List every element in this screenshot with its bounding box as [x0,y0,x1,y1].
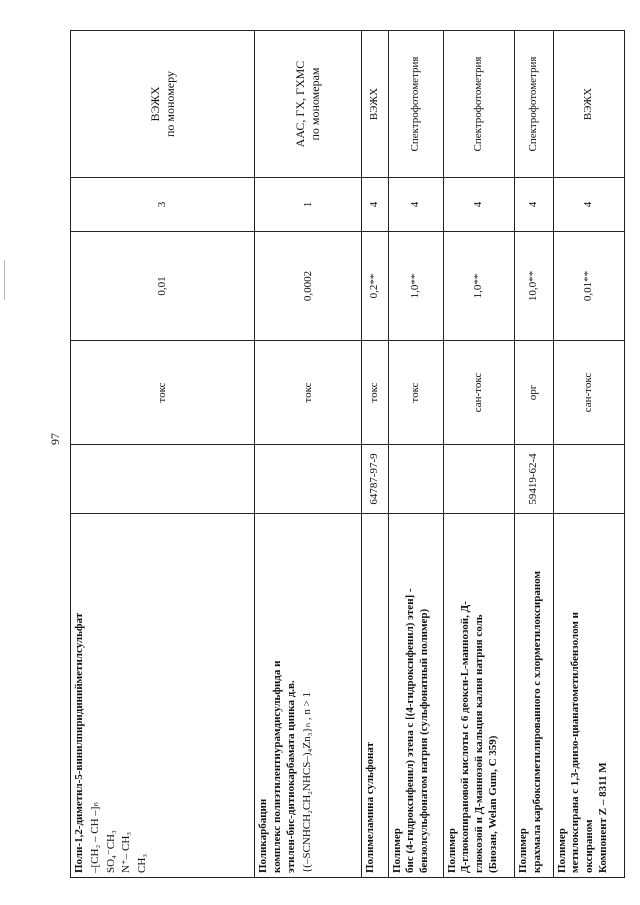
analysis-method-line: Спектрофотометрия [408,56,421,152]
substance-name-cell [553,514,624,878]
substance-name-cell [71,514,255,878]
substance-name-line: Полимер [555,828,568,873]
substance-name-line: метилоксирана с 1,3-диизо-цианатометилбензолом и [569,612,582,873]
cas-number-cell [255,445,362,514]
substance-name-cell [388,514,443,878]
table-row [514,31,553,878]
analysis-method-cell [362,31,388,178]
hazard-indicator-cell: токс [255,341,362,445]
hazard-indicator-cell: орг [514,341,553,445]
limit-value-cell: 0,01** [553,232,624,341]
substance-name-line: Полимер [390,828,403,873]
analysis-method-line: по мономерам [308,67,323,141]
hazard-class-cell: 4 [388,178,443,232]
scan-artifact [4,260,5,300]
analysis-method-cell [514,31,553,178]
hazard-class-cell: 4 [443,178,514,232]
table-row [362,31,388,878]
substance-name-line: крахмала карбоксиметилированного с хлорметилоксираном [530,571,543,873]
table-row [553,31,624,878]
analysis-method-cell [553,31,624,178]
substance-name-cell [255,514,362,878]
substance-name-line: Полимер [516,828,529,873]
hazard-indicator-cell: токс [388,341,443,445]
substance-name-cell [514,514,553,878]
substance-name-line: этилен-бис-дитиокарбамата цинка д.в. [284,680,297,873]
hazard-indicator-cell: сан-токс [553,341,624,445]
analysis-method-line: ААС, ГХ, ГХМС [293,60,308,148]
cas-number-cell [388,445,443,514]
rotated-table-wrapper [70,30,625,878]
limit-value-cell: 0,01 [71,232,255,341]
hazard-indicator-cell: сан-токс [443,341,514,445]
cas-number-cell [443,445,514,514]
substance-name-line: бензолсульфонатом натрия (сульфонатный полимер) [418,608,431,873]
analysis-method-line: Спектрофотометрия [526,56,539,152]
limit-value-cell: 1,0** [388,232,443,341]
table-row [388,31,443,878]
chemical-formula-line: SO₄⁻CH₃ [104,830,117,873]
analysis-method-cell [388,31,443,178]
hazard-class-cell: 4 [553,178,624,232]
analysis-method-line: по мономеру [162,71,177,137]
limit-value-cell: 0,2** [362,232,388,341]
hazard-indicator-cell: токс [362,341,388,445]
analysis-method-line: ВЭЖХ [368,87,381,121]
hazard-indicator-cell: токс [71,341,255,445]
chemical-formula-line: CH₃ [136,853,148,873]
chemical-formula-line: –[CH₂ – CH –]ₙ [88,802,101,873]
cas-number-cell [553,445,624,514]
hazard-class-cell: 1 [255,178,362,232]
cas-number-cell: 59419-62-4 [514,445,553,514]
table-row [71,31,255,878]
limit-value-cell: 0,0002 [255,232,362,341]
hazard-class-cell: 4 [362,178,388,232]
analysis-method-line: Спектрофотометрия [471,56,484,152]
substance-name-line: Компонент Z – 8311 M [596,762,609,873]
analysis-method-line: ВЭЖХ [147,86,162,122]
substance-name-line: Поли-1,2-диметил-5-винилпиридинийметилсульфат [73,612,85,873]
substance-name-line: глюкозой и Д-маннозой кальция калия натрия соль [473,614,486,873]
substance-name-line: Полимер [445,828,458,873]
limit-value-cell: 1,0** [443,232,514,341]
analysis-method-cell [443,31,514,178]
limit-value-cell: 10,0** [514,232,553,341]
substance-name-line: комплекс полиэтилентиурамдисульфида и [271,660,284,873]
substance-name-cell [362,514,388,878]
substance-name-line: оксираном [583,819,596,873]
substance-name-line: Полимеламина сульфонат [364,742,377,873]
substance-name-line: (Биозан, Welan Gum, С 359) [486,735,499,873]
analysis-method-cell [71,31,255,178]
table-row [443,31,514,878]
analysis-method-cell [255,31,362,178]
hazard-class-cell: 3 [71,178,255,232]
substance-name-line: Поликарбацин [257,798,270,873]
chemical-formula-line: N⁺– CH₃ [120,831,133,873]
cas-number-cell: 64787-97-9 [362,445,388,514]
substance-table [70,30,625,878]
analysis-method-line: ВЭЖХ [581,87,594,121]
substance-name-line: Д-глюкопирановой кислоты с 6 деокси-L-маннозой, Д- [459,601,472,873]
page-number: 97 [48,433,62,445]
substance-name-line: бис (4-гидроксифенил) этена с [(4-гидроксифенил) этен] - [404,588,417,873]
table-row [255,31,362,878]
hazard-class-cell: 4 [514,178,553,232]
cas-number-cell [71,445,255,514]
substance-name-cell [443,514,514,878]
chemical-formula-line: {(–SCNHCH₂CH₂NHCS–)₄Zn₃}ₙ , n > 1 [300,691,313,873]
